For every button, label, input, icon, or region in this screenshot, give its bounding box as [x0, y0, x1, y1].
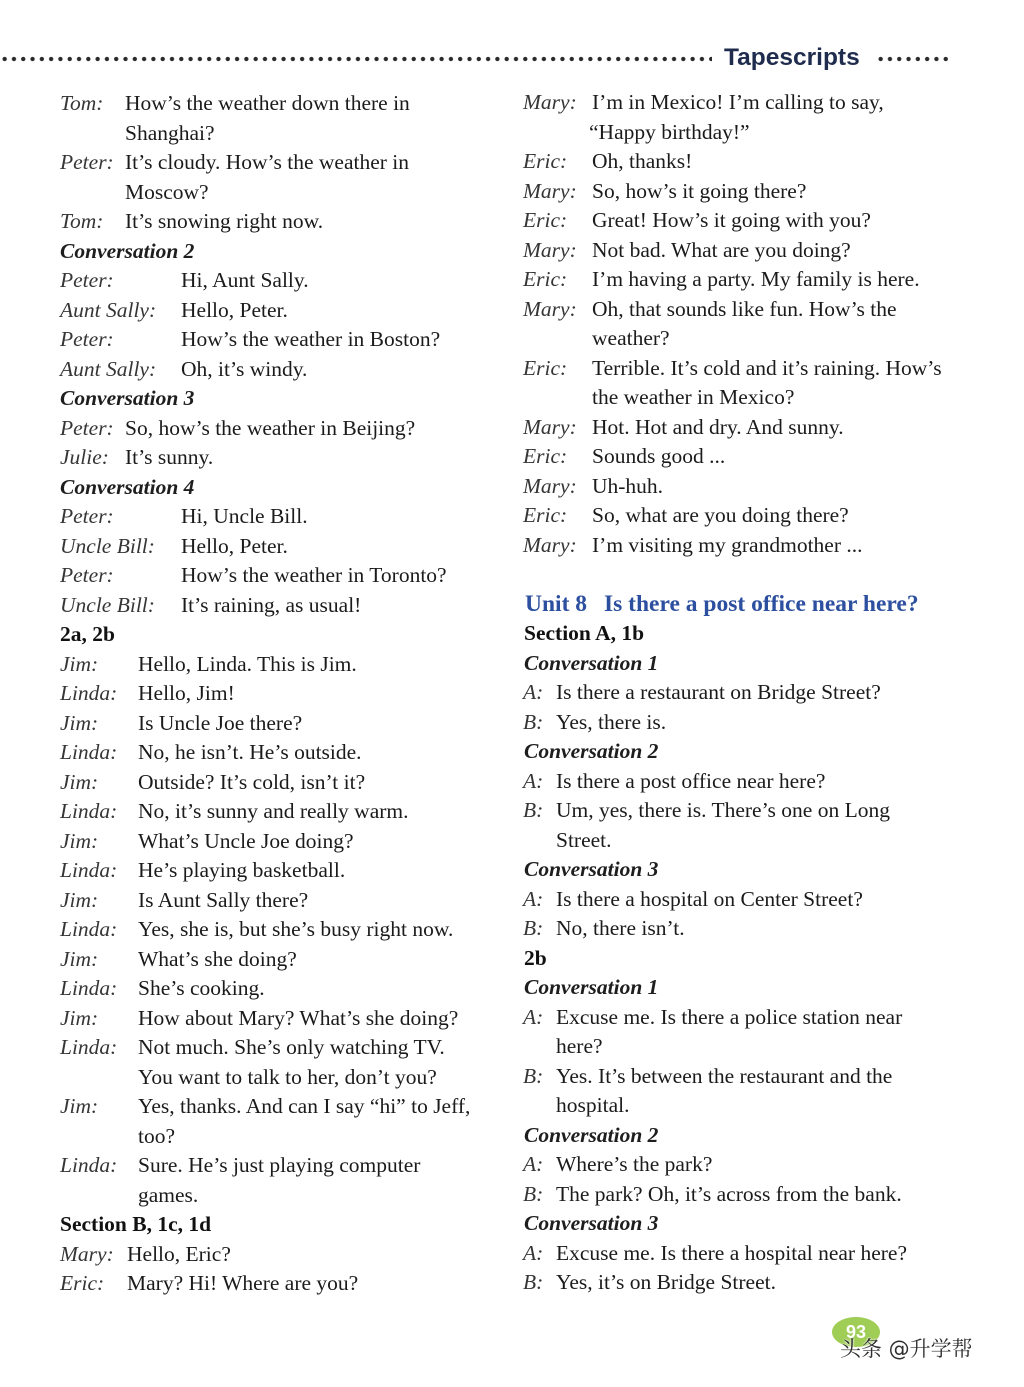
speaker-label: Mary: [523, 296, 577, 321]
dialogue-text: Moscow? [125, 179, 209, 204]
speaker-label: Uncle Bill: [60, 592, 155, 617]
dialogue-text: here? [556, 1034, 603, 1058]
dialogue-text: He’s playing basketball. [138, 858, 346, 882]
dialogue-line [523, 1180, 1013, 1210]
continuation-line [60, 1181, 500, 1211]
dialogue-line [60, 679, 500, 709]
header-dotted-rule-left [0, 56, 712, 62]
dialogue-line [60, 502, 500, 532]
continuation-line [523, 383, 1013, 413]
dialogue-line [60, 89, 500, 119]
dialogue-line [523, 354, 1013, 384]
dialogue-text: What’s Uncle Joe doing? [138, 828, 354, 853]
dialogue-text: games. [138, 1182, 199, 1207]
dialogue-line [60, 709, 500, 739]
speaker-label: Jim: [60, 887, 99, 912]
speaker-label: B: [523, 1270, 544, 1294]
dialogue-line [523, 236, 1013, 266]
dialogue-line [60, 650, 500, 680]
continuation-line [523, 118, 1013, 148]
dialogue-line [60, 1269, 500, 1299]
speaker-label: Linda: [60, 917, 118, 941]
dialogue-text: Hello, Jim! [138, 681, 235, 705]
section-heading: 2b [524, 945, 547, 970]
dialogue-text: Oh, it’s windy. [181, 356, 308, 381]
dialogue-line [523, 442, 1013, 472]
speaker-label: Eric: [523, 149, 568, 173]
dialogue-line [60, 886, 500, 916]
dialogue-text: Hello, Linda. This is Jim. [138, 651, 357, 676]
speaker-label: B: [523, 1063, 544, 1088]
dialogue-line [523, 1062, 1013, 1092]
dialogue-line [60, 443, 500, 473]
dialogue-line [60, 945, 500, 975]
speaker-label: A: [523, 1004, 544, 1029]
page-title: Tapescripts [724, 44, 860, 71]
continuation-line [60, 1122, 500, 1152]
dialogue-text: Is Aunt Sally there? [138, 887, 309, 912]
dialogue-line [60, 974, 500, 1004]
speaker-label: Linda: [60, 1035, 118, 1059]
dialogue-line [523, 767, 1013, 797]
continuation-line [523, 324, 1013, 354]
dialogue-text: No, there isn’t. [556, 916, 685, 940]
dialogue-line [523, 1268, 1013, 1298]
dialogue-text: How’s the weather in Boston? [181, 327, 441, 351]
speaker-label: Peter: [60, 150, 114, 174]
dialogue-line [60, 355, 500, 385]
speaker-label: Tom: [60, 209, 104, 233]
dialogue-line [523, 472, 1013, 502]
dialogue-text: Excuse me. Is there a hospital near here? [556, 1240, 908, 1265]
dialogue-text: So, how’s the weather in Beijing? [125, 415, 416, 440]
speaker-label: Jim: [60, 828, 99, 853]
speaker-label: Mary: [523, 178, 577, 203]
speaker-label: Mary: [60, 1241, 114, 1266]
conversation-heading: Conversation 3 [60, 386, 195, 410]
dialogue-text: “Happy birthday!” [589, 119, 750, 144]
dialogue-text: hospital. [556, 1093, 630, 1117]
dialogue-text: Hot. Hot and dry. And sunny. [592, 414, 844, 439]
dialogue-line [523, 147, 1013, 177]
dialogue-line [60, 561, 500, 591]
speaker-label: Jim: [60, 651, 99, 676]
dialogue-text: How’s the weather in Toronto? [181, 563, 447, 587]
section-heading: 2a, 2b [60, 622, 115, 646]
unit-title: Is there a post office near here? [604, 590, 919, 617]
dialogue-line [60, 266, 500, 296]
left-column [60, 89, 500, 1299]
speaker-label: B: [523, 798, 544, 822]
speaker-label: B: [523, 1181, 544, 1206]
speaker-label: Aunt Sally: [60, 356, 157, 381]
dialogue-text: It’s raining, as usual! [181, 592, 362, 617]
conversation-heading: Conversation 3 [524, 1211, 659, 1235]
conversation-heading: Conversation 2 [60, 238, 195, 263]
blank-line [523, 560, 1013, 590]
dialogue-text: The park? Oh, it’s across from the bank. [556, 1181, 902, 1206]
dialogue-line [60, 325, 500, 355]
page-number-badge: 93 [832, 1317, 880, 1347]
dialogue-line [523, 88, 1013, 118]
conversation-heading: Conversation 4 [60, 474, 195, 499]
speaker-label: Linda: [60, 740, 118, 764]
dialogue-line [60, 827, 500, 857]
speaker-label: Tom: [60, 91, 104, 115]
speaker-label: Eric: [60, 1271, 105, 1295]
speaker-label: Mary: [523, 90, 577, 114]
dialogue-line [523, 796, 1013, 826]
header-dotted-rule-right [876, 56, 950, 62]
speaker-label: B: [523, 916, 544, 940]
dialogue-text: Where’s the park? [556, 1152, 713, 1176]
dialogue-line [60, 915, 500, 945]
dialogue-text: It’s cloudy. How’s the weather in [125, 150, 410, 174]
dialogue-text: Is there a post office near here? [556, 768, 826, 793]
speaker-label: A: [523, 886, 544, 911]
dialogue-text: Great! How’s it going with you? [592, 208, 871, 232]
dialogue-line [523, 885, 1013, 915]
speaker-label: Eric: [523, 503, 568, 527]
continuation-line [523, 1032, 1013, 1062]
continuation-line [60, 1063, 500, 1093]
dialogue-line [523, 914, 1013, 944]
speaker-label: Eric: [523, 444, 568, 468]
dialogue-line [60, 1240, 500, 1270]
unit-heading [523, 590, 1013, 620]
speaker-label: Jim: [60, 710, 99, 735]
speaker-label: Mary: [523, 414, 577, 439]
dialogue-line [60, 797, 500, 827]
dialogue-line [523, 501, 1013, 531]
dialogue-text: It’s sunny. [125, 445, 214, 469]
dialogue-text: It’s snowing right now. [125, 209, 324, 233]
dialogue-text: Street. [556, 827, 612, 852]
section-heading: Section A, 1b [524, 621, 645, 645]
speaker-label: Peter: [60, 268, 114, 292]
continuation-line [60, 178, 500, 208]
dialogue-line [523, 1150, 1013, 1180]
dialogue-text: She’s cooking. [138, 976, 265, 1000]
dialogue-text: No, he isn’t. He’s outside. [138, 740, 362, 764]
dialogue-text: Terrible. It’s cold and it’s raining. How’s [592, 355, 942, 380]
dialogue-text: No, it’s sunny and really warm. [138, 799, 409, 823]
speaker-label: A: [523, 1152, 544, 1176]
dialogue-line [60, 1092, 500, 1122]
speaker-label: Mary: [523, 473, 577, 498]
dialogue-text: Hi, Aunt Sally. [181, 268, 309, 292]
dialogue-line [60, 1033, 500, 1063]
speaker-label: Uncle Bill: [60, 533, 155, 558]
dialogue-text: Hi, Uncle Bill. [181, 504, 308, 528]
continuation-line [523, 826, 1013, 856]
speaker-label: Peter: [60, 563, 114, 587]
dialogue-text: too? [138, 1123, 176, 1148]
dialogue-text: Hello, Peter. [181, 297, 288, 322]
unit-number: Unit 8 [525, 590, 588, 617]
dialogue-line [523, 177, 1013, 207]
speaker-label: Eric: [523, 208, 568, 232]
dialogue-line [523, 531, 1013, 561]
dialogue-line [523, 295, 1013, 325]
dialogue-text: You want to talk to her, don’t you? [138, 1064, 437, 1089]
speaker-label: Jim: [60, 1005, 99, 1030]
speaker-label: Aunt Sally: [60, 297, 157, 322]
dialogue-line [60, 207, 500, 237]
dialogue-text: Outside? It’s cold, isn’t it? [138, 769, 366, 794]
dialogue-text: the weather in Mexico? [592, 385, 795, 409]
dialogue-text: Is there a restaurant on Bridge Street? [556, 680, 881, 704]
dialogue-line [60, 738, 500, 768]
speaker-label: Jim: [60, 769, 99, 794]
speaker-label: Eric: [523, 355, 568, 380]
dialogue-line [523, 413, 1013, 443]
speaker-label: A: [523, 680, 544, 704]
conversation-heading: Conversation 1 [524, 650, 659, 675]
right-column [523, 88, 1013, 1298]
dialogue-line [60, 1151, 500, 1181]
speaker-label: B: [523, 709, 544, 734]
continuation-line [523, 1091, 1013, 1121]
dialogue-text: I’m visiting my grandmother ... [592, 532, 863, 557]
dialogue-text: Sounds good ... [592, 444, 726, 468]
dialogue-text: Excuse me. Is there a police station near [556, 1004, 903, 1029]
dialogue-text: weather? [592, 326, 670, 350]
dialogue-text: What’s she doing? [138, 946, 297, 971]
dialogue-text: Not much. She’s only watching TV. [138, 1035, 445, 1059]
dialogue-line [60, 414, 500, 444]
dialogue-line [523, 1239, 1013, 1269]
speaker-label: Peter: [60, 327, 114, 351]
speaker-label: Mary: [523, 237, 577, 262]
dialogue-text: So, what are you doing there? [592, 503, 849, 527]
speaker-label: Linda: [60, 1153, 118, 1177]
continuation-line [60, 119, 500, 149]
dialogue-line [60, 296, 500, 326]
dialogue-line [60, 856, 500, 886]
dialogue-text: Shanghai? [125, 120, 215, 145]
dialogue-text: How about Mary? What’s she doing? [138, 1005, 459, 1030]
dialogue-text: I’m in Mexico! I’m calling to say, [592, 90, 884, 114]
dialogue-text: Oh, thanks! [592, 149, 693, 173]
conversation-heading: Conversation 2 [524, 1122, 659, 1147]
dialogue-text: Is Uncle Joe there? [138, 710, 303, 735]
dialogue-text: Yes, there is. [556, 709, 667, 734]
speaker-label: Eric: [523, 267, 568, 291]
dialogue-text: I’m having a party. My family is here. [592, 267, 920, 291]
speaker-label: Linda: [60, 799, 118, 823]
dialogue-text: Hello, Peter. [181, 533, 288, 558]
dialogue-text: How’s the weather down there in [125, 91, 410, 115]
dialogue-text: So, how’s it going there? [592, 178, 807, 203]
dialogue-text: Yes, thanks. And can I say “hi” to Jeff, [138, 1094, 471, 1118]
speaker-label: Linda: [60, 681, 118, 705]
speaker-label: Peter: [60, 504, 114, 528]
dialogue-line [60, 148, 500, 178]
conversation-heading: Conversation 3 [524, 857, 659, 881]
dialogue-line [60, 1004, 500, 1034]
dialogue-text: Not bad. What are you doing? [592, 237, 851, 262]
dialogue-line [60, 532, 500, 562]
speaker-label: A: [523, 768, 544, 793]
watermark: 头条 @升学帮 [840, 1337, 973, 1361]
dialogue-line [523, 265, 1013, 295]
conversation-heading: Conversation 1 [524, 975, 659, 999]
speaker-label: Peter: [60, 415, 114, 440]
dialogue-line [523, 678, 1013, 708]
speaker-label: Jim: [60, 1094, 99, 1118]
conversation-heading: Conversation 2 [524, 739, 659, 763]
dialogue-text: Uh-huh. [592, 473, 664, 498]
dialogue-text: Sure. He’s just playing computer [138, 1153, 421, 1177]
speaker-label: Mary: [523, 532, 577, 557]
dialogue-text: Yes. It’s between the restaurant and the [556, 1063, 893, 1088]
speaker-label: Linda: [60, 976, 118, 1000]
dialogue-text: Um, yes, there is. There’s one on Long [556, 798, 890, 822]
dialogue-line [523, 1003, 1013, 1033]
dialogue-text: Oh, that sounds like fun. How’s the [592, 296, 897, 321]
dialogue-line [60, 768, 500, 798]
dialogue-line [60, 591, 500, 621]
speaker-label: Jim: [60, 946, 99, 971]
speaker-label: A: [523, 1240, 544, 1265]
dialogue-text: Hello, Eric? [127, 1241, 231, 1266]
speaker-label: Linda: [60, 858, 118, 882]
dialogue-text: Yes, she is, but she’s busy right now. [138, 917, 454, 941]
dialogue-text: Is there a hospital on Center Street? [556, 886, 863, 911]
dialogue-line [523, 206, 1013, 236]
dialogue-line [523, 708, 1013, 738]
speaker-label: Julie: [60, 445, 109, 469]
section-heading: Section B, 1c, 1d [60, 1212, 212, 1236]
dialogue-text: Mary? Hi! Where are you? [127, 1271, 359, 1295]
dialogue-text: Yes, it’s on Bridge Street. [556, 1270, 776, 1294]
